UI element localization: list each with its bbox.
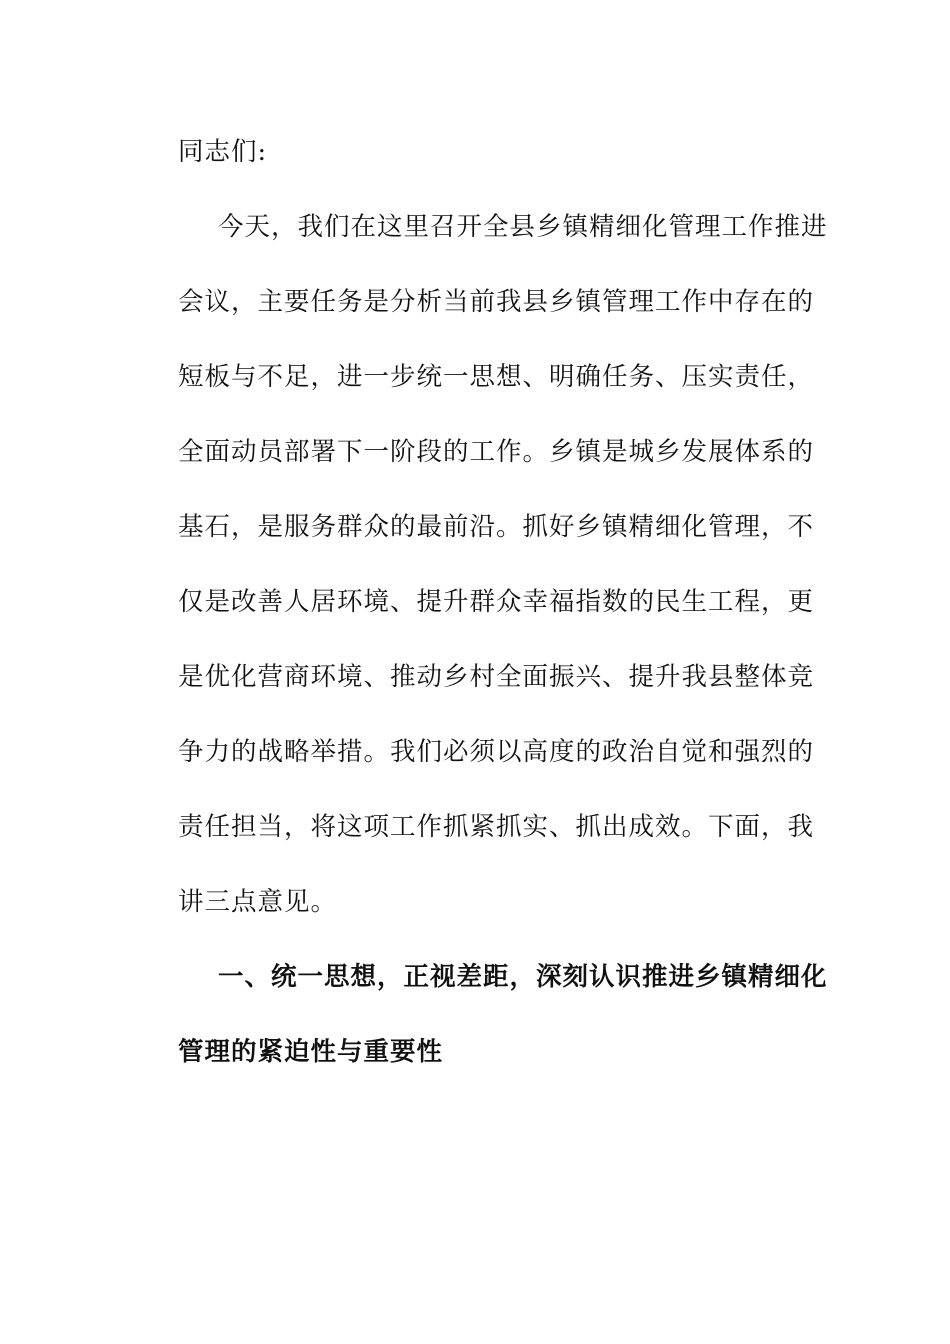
paragraph-line: 仅是改善人居环境、提升群众幸福指数的民生工程，更 bbox=[178, 587, 815, 617]
paragraph-line: 今天，我们在这里召开全县乡镇精细化管理工作推进 bbox=[218, 212, 828, 242]
paragraph-line: 全面动员部署下一阶段的工作。乡镇是城乡发展体系的 bbox=[178, 437, 815, 467]
paragraph-line: 会议，主要任务是分析当前我县乡镇管理工作中存在的 bbox=[178, 287, 815, 317]
document-body bbox=[178, 128, 828, 1103]
paragraph-line: 短板与不足，进一步统一思想、明确任务、压实责任， bbox=[178, 362, 815, 392]
section-heading-line: 管理的紧迫性与重要性 bbox=[178, 1037, 444, 1067]
paragraph-line: 争力的战略举措。我们必须以高度的政治自觉和强烈的 bbox=[178, 737, 815, 767]
paragraph-line: 是优化营商环境、推动乡村全面振兴、提升我县整体竞 bbox=[178, 662, 815, 692]
section-heading-line: 一、统一思想，正视差距，深刻认识推进乡镇精细化 bbox=[218, 962, 828, 992]
salutation: 同志们: bbox=[178, 137, 268, 167]
paragraph-line: 责任担当，将这项工作抓紧抓实、抓出成效。下面，我 bbox=[178, 812, 815, 842]
paragraph-line: 讲三点意见。 bbox=[178, 887, 338, 917]
paragraph-line: 基石，是服务群众的最前沿。抓好乡镇精细化管理，不 bbox=[178, 512, 815, 542]
